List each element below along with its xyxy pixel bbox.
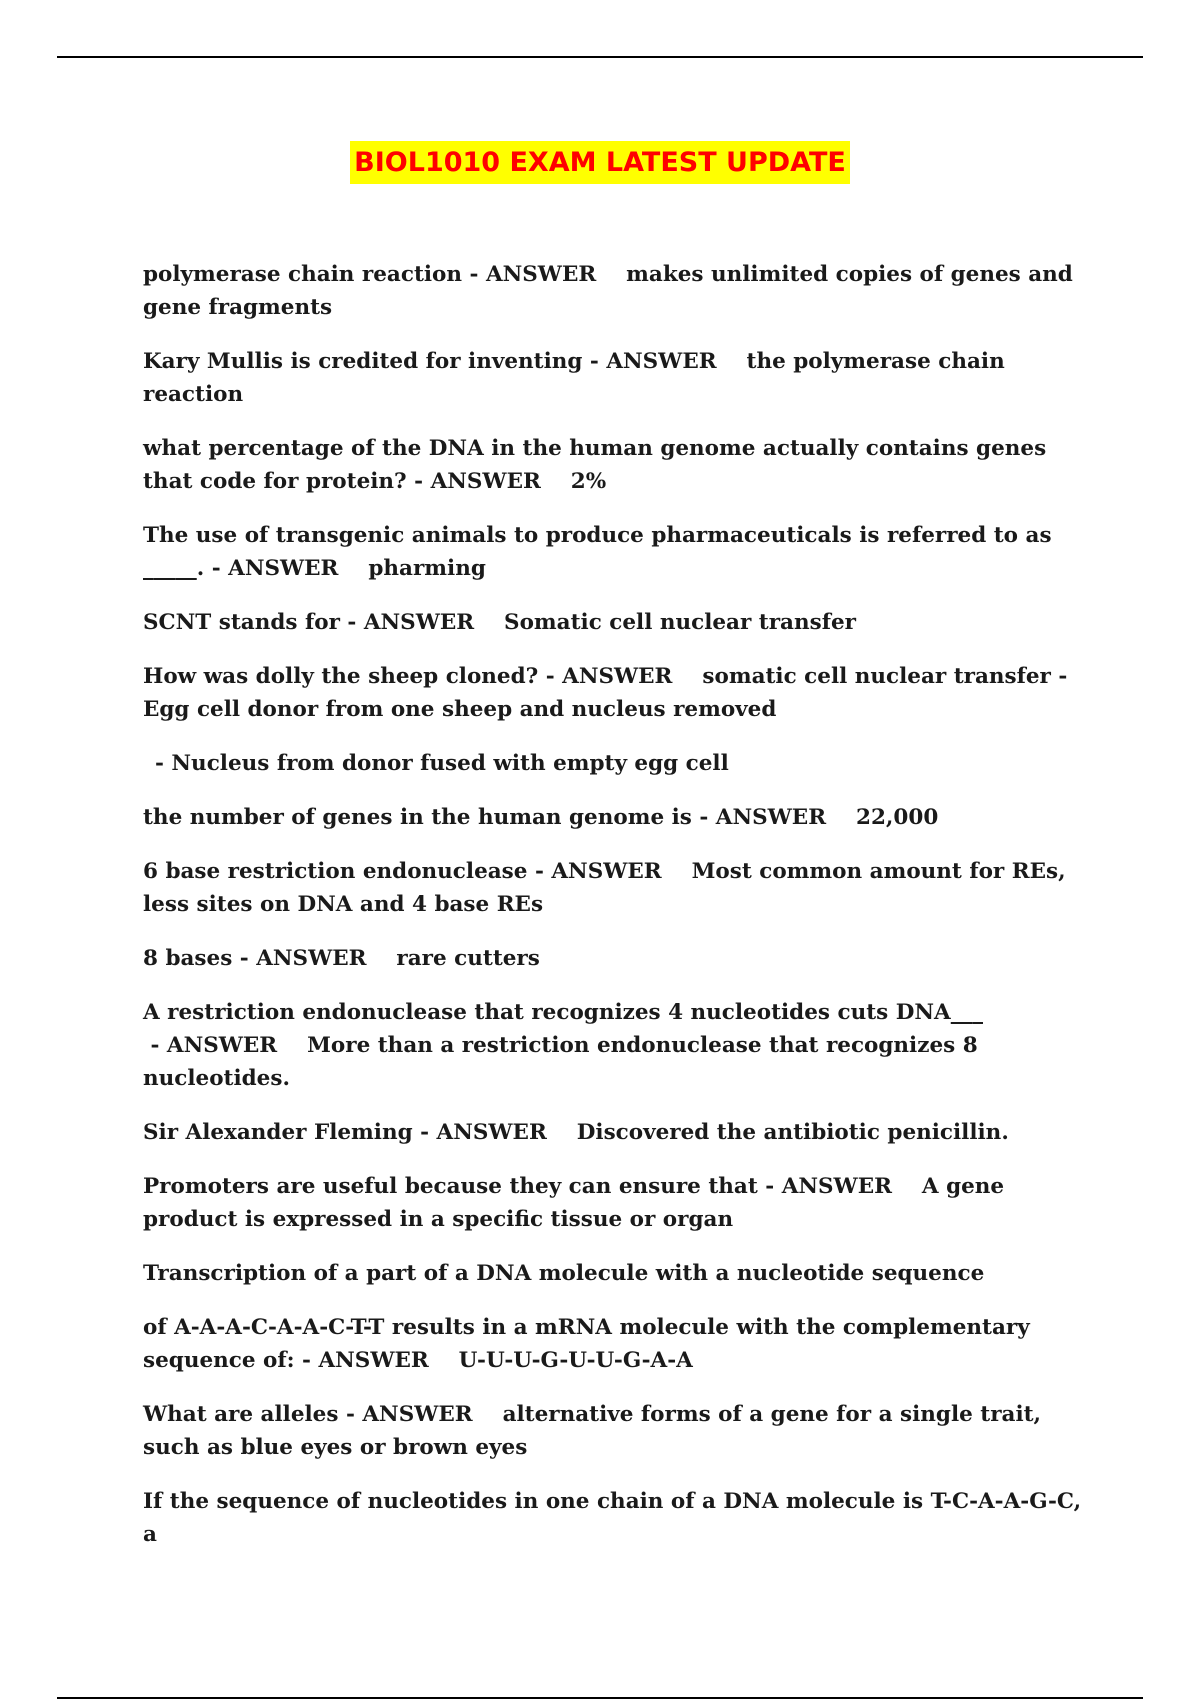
continuation-text: - Nucleus from donor fused with empty egg cell <box>155 751 729 776</box>
question-text: 8 bases <box>143 946 233 971</box>
question-text: How was dolly the sheep cloned? <box>143 664 539 689</box>
qa-item: of A-A-A-C-A-A-C-T-T results in a mRNA molecule with the complementary sequence of: - ANSWER U-U-U-G-U-U-G-A-A <box>143 1315 1030 1373</box>
answer-marker: ANSWER <box>606 349 717 374</box>
answer-text: More than a restriction endonuclease that recognizes 8 nucleotides. <box>143 1033 978 1091</box>
qa-item: A restriction endonuclease that recognizes 4 nucleotides cuts DNA___ - ANSWER More than a restriction endonuclease that recognizes 8 nucleotides. <box>143 1000 983 1091</box>
answer-marker: ANSWER <box>436 1120 547 1145</box>
answer-marker: ANSWER <box>363 610 475 635</box>
qa-list <box>143 258 1093 1572</box>
question-text: A restriction endonuclease that recognizes 4 nucleotides cuts DNA___ <box>143 1000 983 1025</box>
answer-marker: ANSWER <box>430 469 541 494</box>
answer-marker: ANSWER <box>562 664 673 689</box>
answer-text: 22,000 <box>856 805 939 830</box>
question-text: The use of transgenic animals to produce pharmaceuticals is referred to as _____. <box>143 523 1052 581</box>
answer-marker: ANSWER <box>228 556 339 581</box>
qa-item: The use of transgenic animals to produce pharmaceuticals is referred to as _____. - ANSWER pharming <box>143 523 1052 581</box>
qa-item: Kary Mullis is credited for inventing - ANSWER the polymerase chain reaction <box>143 349 1005 407</box>
answer-text: rare cutters <box>396 946 540 971</box>
answer-marker: ANSWER <box>256 946 367 971</box>
question-text: 6 base restriction endonuclease <box>143 859 528 884</box>
answer-text: the polymerase chain reaction <box>143 349 1005 407</box>
answer-text: A gene product is expressed in a specific tissue or organ <box>143 1174 1005 1232</box>
answer-text: 2% <box>570 469 607 494</box>
answer-marker: ANSWER <box>485 262 597 287</box>
question-text: Kary Mullis is credited for inventing <box>143 349 583 374</box>
question-text: polymerase chain reaction <box>143 262 463 287</box>
document-title: BIOL1010 EXAM LATEST UPDATE <box>350 141 850 184</box>
answer-text: Somatic cell nuclear transfer <box>504 610 856 635</box>
answer-marker: ANSWER <box>318 1348 429 1373</box>
continuation-text: If the sequence of nucleotides in one chain of a DNA molecule is T-C-A-A-G-C, a <box>143 1489 1082 1547</box>
answer-text: makes unlimited copies of genes and gene fragments <box>143 262 1073 320</box>
answer-text: pharming <box>368 556 486 581</box>
answer-text: Discovered the antibiotic penicillin. <box>576 1120 1009 1145</box>
answer-text: alternative forms of a gene for a single trait, such as blue eyes or brown eyes <box>143 1402 1042 1460</box>
top-rule <box>57 56 1143 58</box>
question-text: what percentage of the DNA in the human genome actually contains genes that code for protein? <box>143 436 1047 494</box>
answer-marker: ANSWER <box>551 859 662 884</box>
answer-text: Most common amount for REs, less sites on DNA and 4 base REs <box>143 859 1066 917</box>
qa-item: How was dolly the sheep cloned? - ANSWER somatic cell nuclear transfer - Egg cell donor from one sheep and nucleus removed <box>143 664 1068 722</box>
answer-marker: ANSWER <box>715 805 827 830</box>
title-wrap <box>0 141 1200 184</box>
qa-item: Promoters are useful because they can ensure that - ANSWER A gene product is expressed in a specific tissue or organ <box>143 1174 1005 1232</box>
qa-item: what percentage of the DNA in the human genome actually contains genes that code for protein? - ANSWER 2% <box>143 436 1047 494</box>
qa-item: 6 base restriction endonuclease - ANSWER Most common amount for REs, less sites on DNA and 4 base REs <box>143 859 1066 917</box>
answer-text: somatic cell nuclear transfer - Egg cell donor from one sheep and nucleus removed <box>143 664 1068 722</box>
qa-item: the number of genes in the human genome is - ANSWER 22,000 <box>143 805 939 830</box>
qa-item: polymerase chain reaction - ANSWER makes unlimited copies of genes and gene fragments <box>143 262 1073 320</box>
continuation-text: Transcription of a part of a DNA molecule with a nucleotide sequence <box>143 1261 985 1286</box>
answer-text: U-U-U-G-U-U-G-A-A <box>458 1348 693 1373</box>
question-text: SCNT stands for <box>143 610 340 635</box>
qa-item: 8 bases - ANSWER rare cutters <box>143 946 540 971</box>
question-text: Promoters are useful because they can ensure that <box>143 1174 758 1199</box>
question-text: What are alleles <box>143 1402 339 1427</box>
answer-marker: ANSWER <box>166 1033 278 1058</box>
answer-marker: ANSWER <box>781 1174 892 1199</box>
bottom-rule <box>57 1697 1143 1699</box>
question-text: Sir Alexander Fleming <box>143 1120 413 1145</box>
question-text: the number of genes in the human genome is <box>143 805 692 830</box>
answer-marker: ANSWER <box>362 1402 473 1427</box>
qa-item: What are alleles - ANSWER alternative forms of a gene for a single trait, such as blue eyes or brown eyes <box>143 1402 1042 1460</box>
qa-item: SCNT stands for - ANSWER Somatic cell nuclear transfer <box>143 610 856 635</box>
question-text: of A-A-A-C-A-A-C-T-T results in a mRNA molecule with the complementary sequence of: <box>143 1315 1030 1373</box>
qa-item: Sir Alexander Fleming - ANSWER Discovered the antibiotic penicillin. <box>143 1120 1009 1145</box>
